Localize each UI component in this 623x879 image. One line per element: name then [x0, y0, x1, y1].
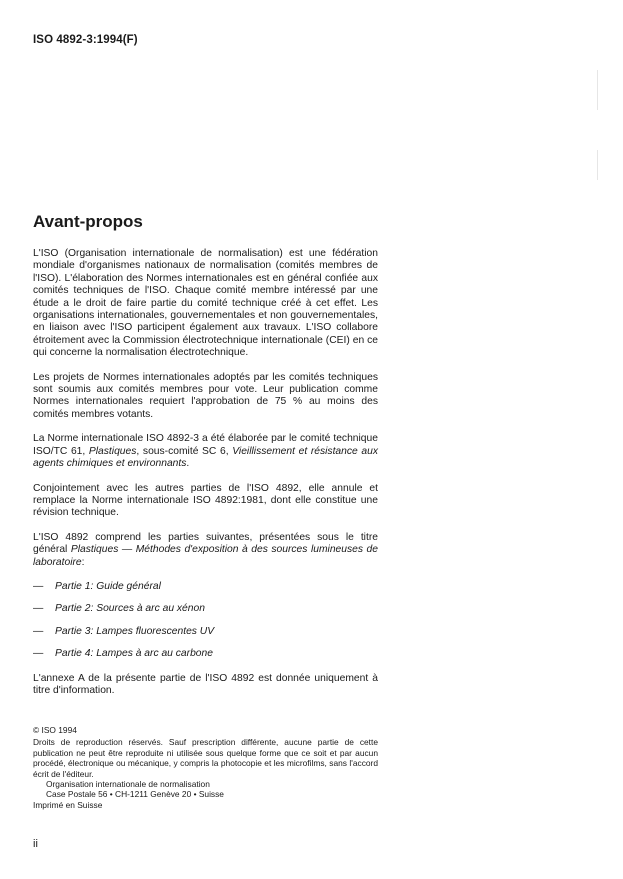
list-dash: — [33, 648, 44, 660]
list-item-label: Partie 3: Lampes fluorescentes UV [55, 625, 215, 637]
page-number: ii [33, 838, 38, 850]
list-item [33, 603, 378, 615]
list-item [33, 626, 378, 638]
list-item [33, 581, 378, 593]
list-dash: — [33, 580, 44, 592]
document-id-header: ISO 4892-3:1994(F) [33, 34, 138, 46]
paragraph-committee [33, 433, 378, 470]
paragraph-annex: L'annexe A de la présente partie de l'ISO 4892 est donnée uniquement à titre d'information. [33, 672, 378, 696]
parts-general-title: Plastiques — Méthodes d'exposition à des sources lumineuses de laboratoire [33, 544, 378, 568]
paragraph-parts-intro [33, 532, 378, 569]
organisation-address: Case Postale 56 • CH-1211 Genève 20 • Suisse [46, 789, 224, 800]
list-item [33, 648, 378, 660]
paragraph-voting: Les projets de Normes internationales adoptés par les comités techniques sont soumis aux comités membres pour vote. Leur publication comme Normes internationales requiert l'approbation de 75 % au moins des comités membres votants. [33, 371, 378, 420]
scan-margin-mark [597, 70, 598, 110]
list-item-label: Partie 2: Sources à arc au xénon [55, 603, 205, 615]
list-item-label: Partie 1: Guide général [55, 580, 161, 592]
committee-end: . [186, 458, 190, 470]
list-dash: — [33, 625, 44, 637]
committee-plastics: Plastiques [88, 445, 137, 457]
scan-margin-mark [597, 150, 598, 180]
committee-subcommittee: , sous-comité SC 6, [136, 445, 233, 457]
printed-in: Imprimé en Suisse [33, 799, 103, 810]
copyright-block [33, 725, 378, 810]
list-dash: — [33, 603, 44, 615]
paragraph-iso-overview: L'ISO (Organisation internationale de normalisation) est une fédération mondiale d'organismes nationaux de normalisation (comités membres de l'ISO). L'élaboration des Normes internationales est en général confiée aux comités techniques de l'ISO. Chaque comité membre intéressé par une étude a le droit de faire partie du comité technique créé à cet effet. Les organisations internationales, gouvernementales et non gouvernementales, en liaison avec l'ISO participent également aux travaux. L'ISO collabore étroitement avec la Commission électrotechnique internationale (CEI) en ce qui concerne la normalisation électrotechnique. [33, 248, 378, 359]
organisation-name: Organisation internationale de normalisation [46, 779, 210, 790]
committee-text: La Norme internationale ISO 4892-3 a été élaborée par le comité technique ISO/TC 61, [33, 433, 378, 457]
paragraph-revision: Conjointement avec les autres parties de l'ISO 4892, elle annule et remplace la Norme internationale ISO 4892:1981, dont elle constitue une révision technique. [33, 482, 378, 519]
committee-subcommittee-name: Vieillissement et résistance aux agents chimiques et environnants [33, 445, 378, 470]
section-heading: Avant-propos [33, 212, 143, 231]
foreword-body [33, 248, 378, 709]
rights-notice: Droits de reproduction réservés. Sauf prescription différente, aucune partie de cette publication ne peut être reproduite ni utilisée sous quelque forme que ce soit et par aucun procédé, électronique ou mécanique, y compris la photocopie et les microfilms, sans l'accord écrit de l'éditeur. [33, 737, 378, 779]
copyright-line: © ISO 1994 [33, 725, 77, 735]
parts-intro-text: L'ISO 4892 comprend les parties suivantes, présentées sous le titre général [33, 531, 378, 556]
list-item-label: Partie 4: Lampes à arc au carbone [55, 648, 213, 660]
parts-intro-colon: : [81, 556, 85, 568]
